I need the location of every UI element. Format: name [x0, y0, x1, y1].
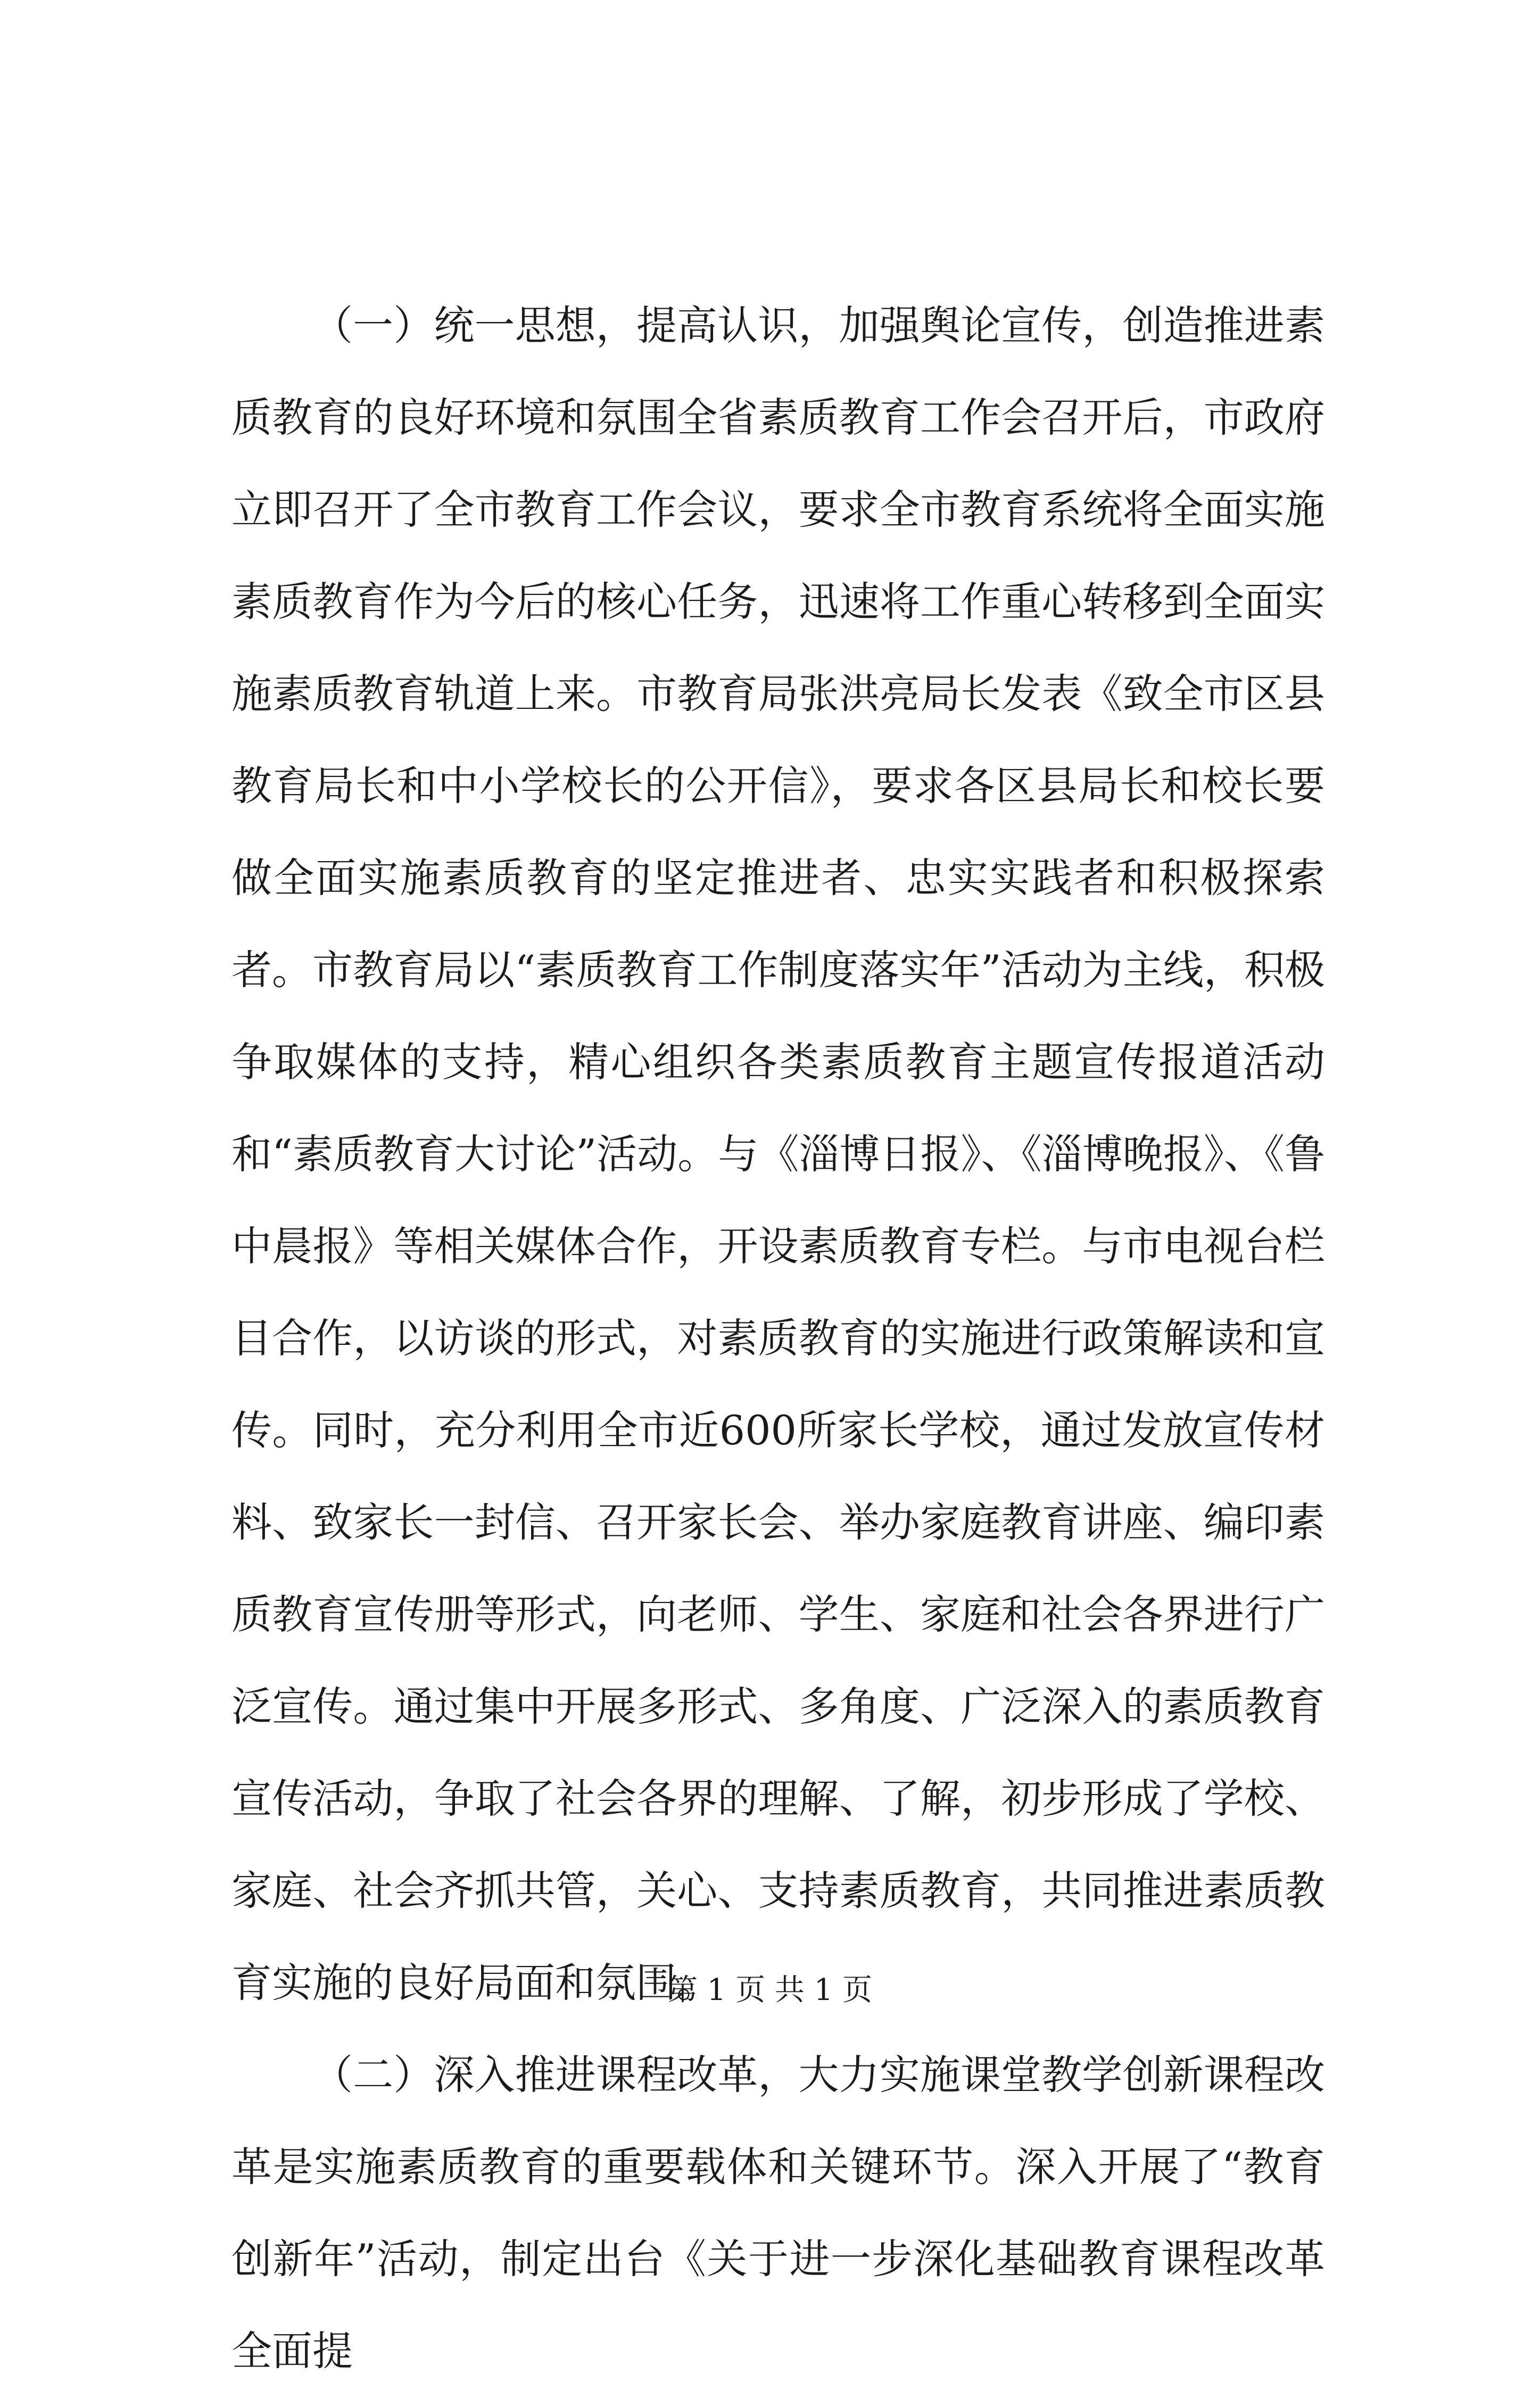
document-body [231, 279, 1325, 2397]
paragraph-1: （一）统一思想，提高认识，加强舆论宣传，创造推进素质教育的良好环境和氛围全省素质教育工作会召开后，市政府立即召开了全市教育工作会议，要求全市教育系统将全面实施素质教育作为今后的核心任务，迅速将工作重心转移到全面实施素质教育轨道上来。市教育局张洪亮局长发表《致全市区县教育局长和中小学校长的公开信》，要求各区县局长和校长要做全面实施素质教育的坚定推进者、忠实实践者和积极探索者。市教育局以“素质教育工作制度落实年”活动为主线，积极争取媒体的支持，精心组织各类素质教育主题宣传报道活动和“素质教育大讨论”活动。与《淄博日报》、《淄博晚报》、《鲁中晨报》等相关媒体合作，开设素质教育专栏。与市电视台栏目合作，以访谈的形式，对素质教育的实施进行政策解读和宣传。同时，充分利用全市近600所家长学校，通过发放宣传材料、致家长一封信、召开家长会、举办家庭教育讲座、编印素质教育宣传册等形式，向老师、学生、家庭和社会各界进行广泛宣传。通过集中开展多形式、多角度、广泛深入的素质教育宣传活动，争取了社会各界的理解、了解，初步形成了学校、家庭、社会齐抓共管，关心、支持素质教育，共同推进素质教育实施的良好局面和氛围。 [231, 302, 1325, 2006]
page-footer: 第 1 页 共 1 页 [667, 1973, 873, 2007]
paragraph-2: （二）深入推进课程改革，大力实施课堂教学创新课程改革是实施素质教育的重要载体和关键环节。深入开展了“教育创新年”活动，制定出台《关于进一步深化基础教育课程改革全面提 [231, 2051, 1325, 2375]
